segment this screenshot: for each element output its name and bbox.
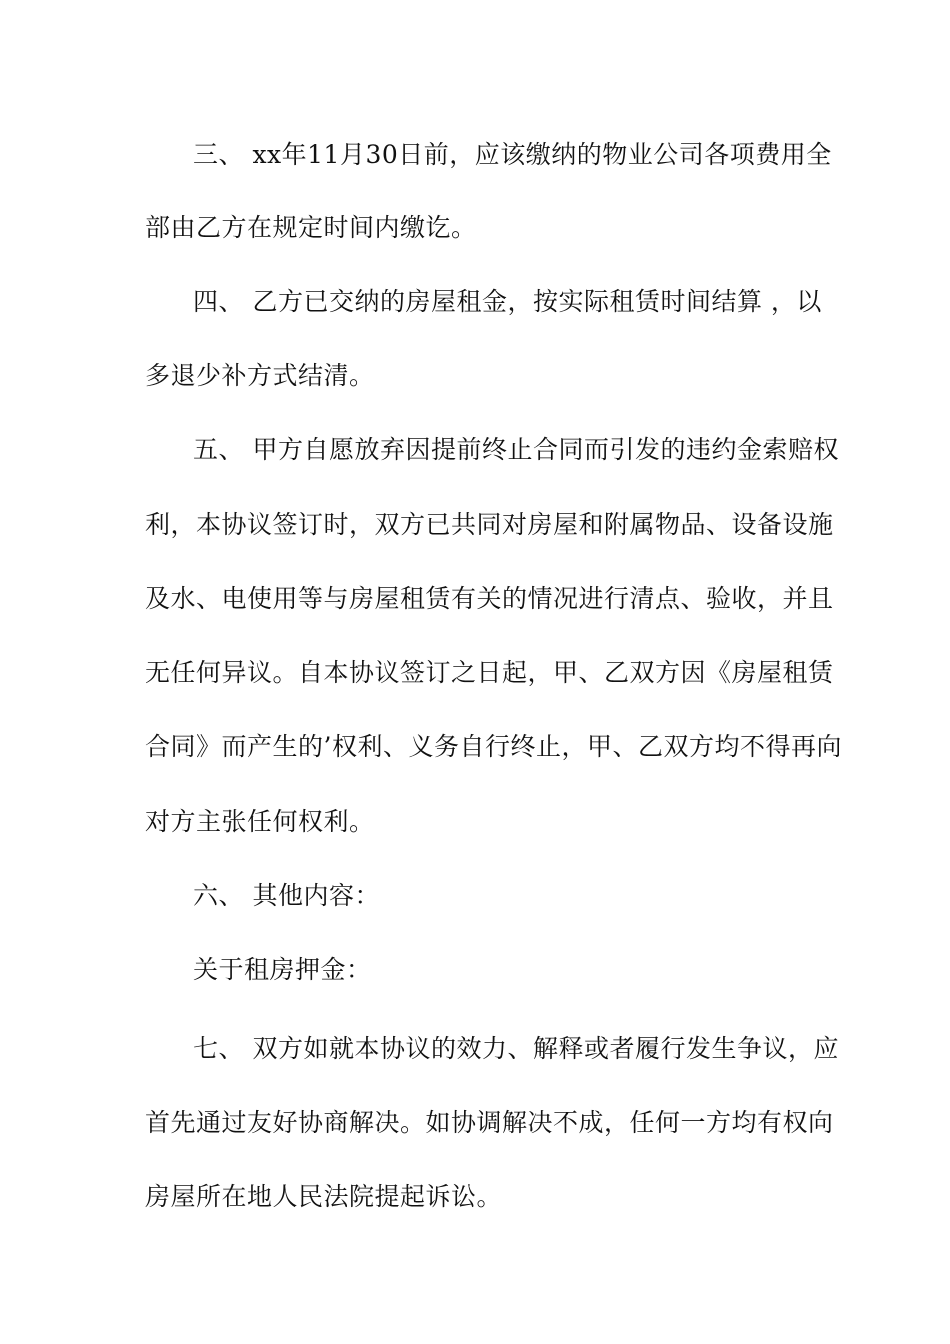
- clause-5-line-5: 合同》而产生的’权利、义务自行终止，甲、乙双方均不得再向: [145, 732, 842, 761]
- clause-5-line-1: 五、 甲方自愿放弃因提前终止合同而引发的违约金索赔权: [193, 435, 839, 464]
- clause-5-line-2: 利，本协议签订时，双方已共同对房屋和附属物品、设备设施: [145, 510, 834, 539]
- clause-6-line-1: 六、 其他内容：: [193, 881, 380, 910]
- deposit-heading: 关于租房押金：: [193, 955, 372, 984]
- clause-4-line-1: 四、 乙方已交纳的房屋租金，按实际租赁时间结算 ，以: [193, 287, 822, 316]
- clause-7-line-3: 房屋所在地人民法院提起诉讼。: [145, 1182, 503, 1211]
- clause-5-line-6: 对方主张任何权利。: [145, 807, 375, 836]
- clause-7-line-1: 七、 双方如就本协议的效力、解释或者履行发生争议，应: [193, 1034, 839, 1063]
- clause-5-line-4: 无任何异议。自本协议签订之日起，甲、乙双方因《房屋租赁: [145, 658, 834, 687]
- clause-5-line-3: 及水、电使用等与房屋租赁有关的情况进行清点、验收，并且: [145, 584, 834, 613]
- clause-4-line-2: 多退少补方式结清。: [145, 361, 375, 390]
- clause-3-line-1: 三、 xx年11月30日前，应该缴纳的物业公司各项费用全: [193, 140, 832, 169]
- clause-3-line-2: 部由乙方在规定时间内缴讫。: [145, 213, 477, 242]
- clause-7-line-2: 首先通过友好协商解决。如协调解决不成，任何一方均有权向: [145, 1108, 834, 1137]
